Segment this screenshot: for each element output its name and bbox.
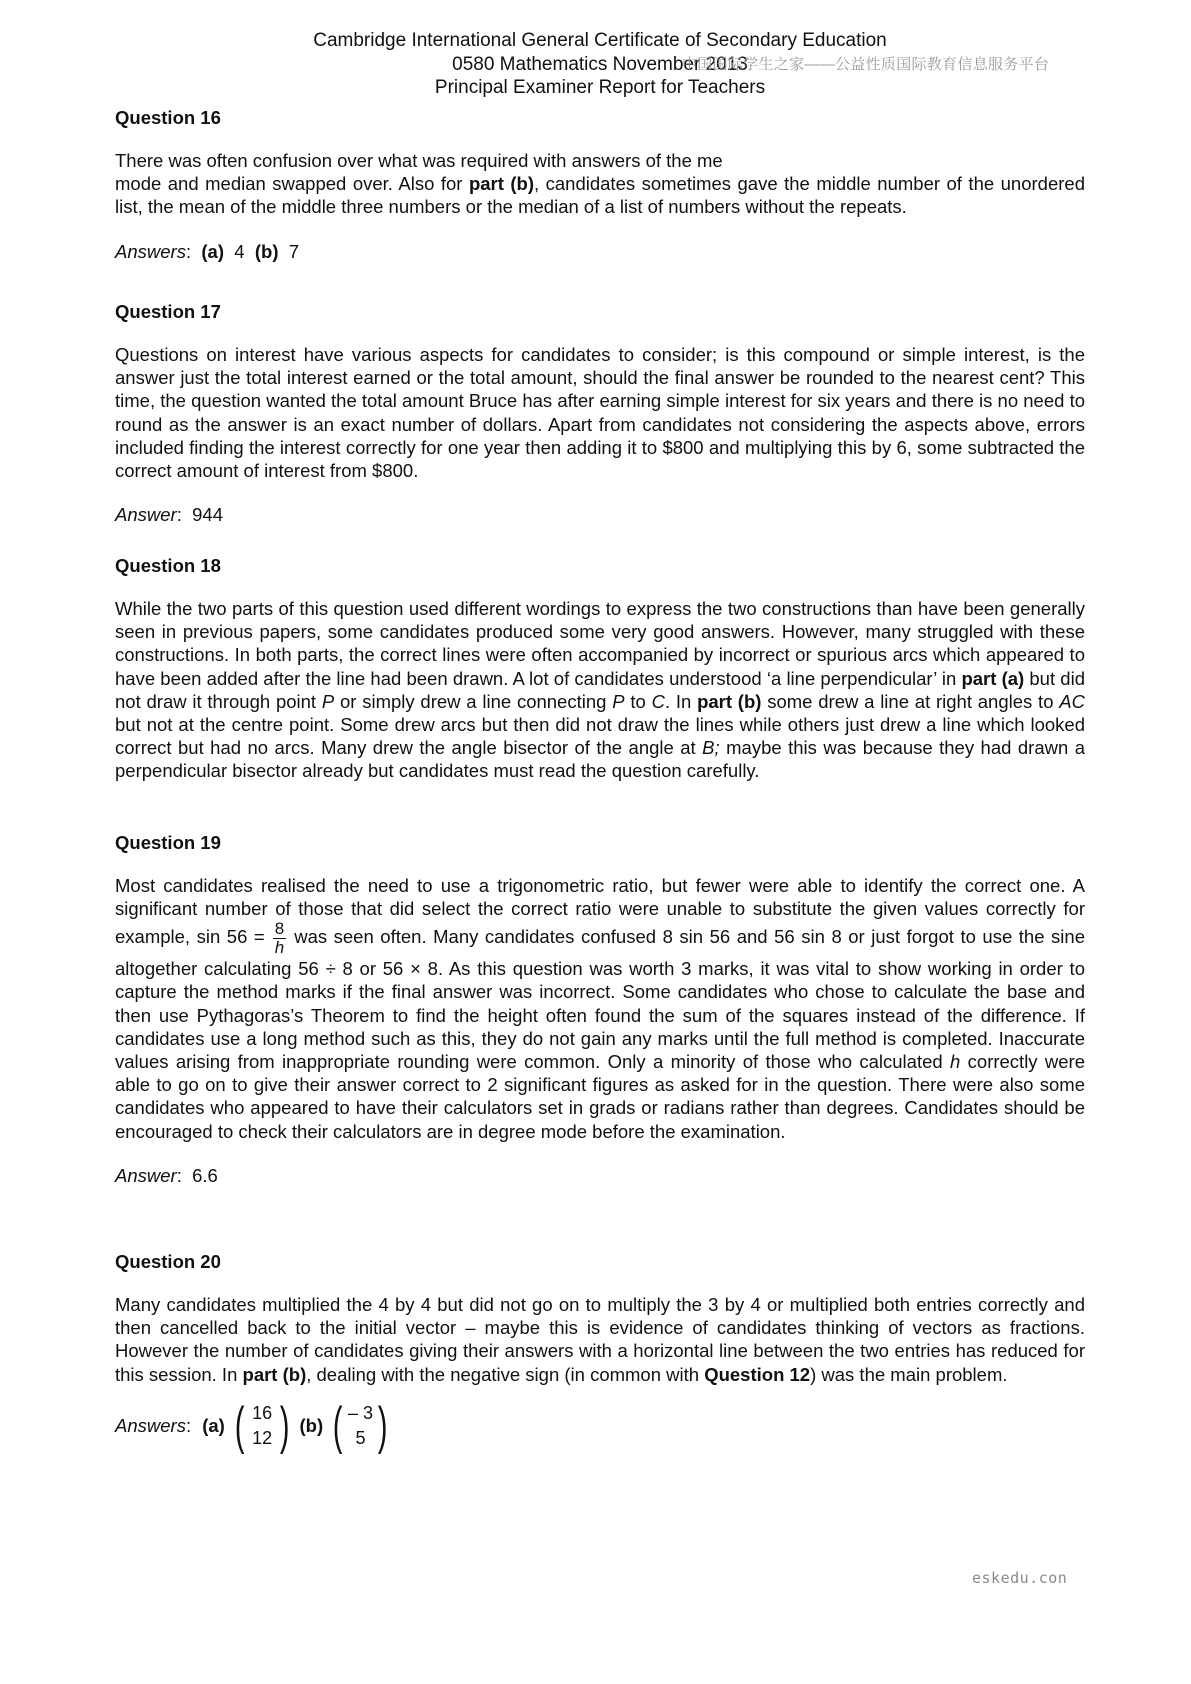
right-parenthesis: ) — [280, 1396, 290, 1455]
question-16-title: Question 16 — [115, 107, 221, 128]
question-16-paragraph: There was often confusion over what was required with answers of the me mode and median swapped over. Also for part (b), candidates sometimes gave the middle number of the unordered list, the mean of the middle three numbers or the median of a list of numbers without the repeats. — [115, 150, 1085, 218]
question-19-section — [115, 831, 1085, 1187]
question-18-paragraph: While the two parts of this question used different wordings to express the two constructions than have been generally seen in previous papers, some candidates produced some very good answers. However, many struggled with these constructions. In both parts, the correct lines were often accompanied by incorrect or spurious arcs which appeared to have been added after the line had been drawn. A lot of candidates understood ‘a line perpendicular’ in part (a) but did not draw it through point P or simply drew a line connecting P to C. In part (b) some drew a line at right angles to AC but not at the centre point. Some drew arcs but then did not draw the lines while others just drew a line which looked correct but had no arcs. Many drew the angle bisector of the angle at B; maybe this was because they had drawn a perpendicular bisector already but candidates must read the question carefully. — [115, 598, 1086, 782]
left-parenthesis: ( — [234, 1396, 245, 1455]
header-line-2: 0580 Mathematics November 2013 — [452, 53, 748, 75]
header-watermark: 中国国际学生之家——公益性质国际教育信息服务平台 — [682, 56, 1050, 73]
question-16-answers: Answers: (a) 4 (b) 7 — [115, 240, 300, 262]
question-19-title: Question 19 — [115, 832, 221, 853]
question-17-paragraph: Questions on interest have various aspects for candidates to consider; is this compound or simple interest, is the answer just the total interest earned or the total amount, should the final answer be rounded to the nearest cent? This time, the question wanted the total amount Bruce has after earning simple interest for six years and there is no need to round as the answer is an exact number of dollars. Apart from candidates not considering the aspects above, errors included finding the interest correctly for one year then adding it to $800 and multiplying this by 6, some subtracted the correct amount of interest from $800. — [115, 344, 1085, 482]
fraction-8-over-h: $\frac{8}{h}$ — [274, 919, 285, 958]
header-line-3: Principal Examiner Report for Teachers — [434, 77, 766, 98]
report-header — [115, 0, 1085, 100]
header-line-1: Cambridge International General Certificate of Secondary Education — [313, 30, 887, 51]
question-16-section — [115, 106, 1085, 263]
question-20-section — [115, 1250, 1085, 1455]
vector-answer-b: ( – 3 5 ) — [333, 1396, 388, 1455]
vector-answer-a: ( 16 12 ) — [234, 1396, 290, 1455]
question-17-answer: Answer: 944 — [115, 504, 223, 526]
footer-watermark: eskedu.con — [972, 1569, 1068, 1587]
question-20-title: Question 20 — [115, 1251, 221, 1272]
question-17-section — [115, 300, 1085, 526]
document-page — [115, 0, 1086, 1455]
right-parenthesis: ) — [378, 1396, 388, 1455]
question-19-answer: Answer: 6.6 — [115, 1164, 218, 1186]
question-17-title: Question 17 — [115, 301, 221, 322]
question-20-paragraph: Many candidates multiplied the 4 by 4 but did not go on to multiply the 3 by 4 or multiplied both entries correctly and then cancelled back to the initial vector – maybe this is evidence of candidates thinking of vectors as fractions. However the number of candidates giving their answers with a horizontal line between the two entries has reduced for this session. In part (b), dealing with the negative sign (in common with Question 12) was the main problem. — [115, 1294, 1085, 1385]
left-parenthesis: ( — [333, 1396, 343, 1455]
question-19-paragraph: Most candidates realised the need to use a trigonometric ratio, but fewer were able to identify the correct one. A significant number of those that did select the correct ratio were unable to substitute the given values correctly for example, sin 56 = $\frac{8}{h}$ was seen often. Many candidates confused 8 sin 56 and 56 sin 8 or just forgot to use the sine altogether calculating 56 ÷ 8 or 56 × 8. As this question was worth 3 marks, it was vital to show working in order to capture the method marks if the final answer was incorrect. Some candidates who chose to calculate the base and then use Pythagoras’s Theorem to find the height often found the sum of the squares instead of the difference. If candidates use a long method such as this, they do not gain any marks until the full method is completed. Inaccurate values arising from inappropriate rounding were common. Only a minority of those who calculated h correctly were able to go on to give their answer correct to 2 significant figures as asked for in the question. There were also some candidates who appeared to have their calculators set in grads or radians rather than degrees. Candidates should be encouraged to check their calculators are in degree mode before the examination. — [115, 875, 1086, 1142]
question-18-section — [115, 554, 1085, 783]
q16-line-1: There was often confusion over what was required with answers of the me — [115, 150, 723, 171]
question-20-answers: Answers : (a) ( 16 12 ) (b) ( – 3 5 ) — [115, 1400, 1085, 1452]
question-18-title: Question 18 — [115, 555, 221, 576]
